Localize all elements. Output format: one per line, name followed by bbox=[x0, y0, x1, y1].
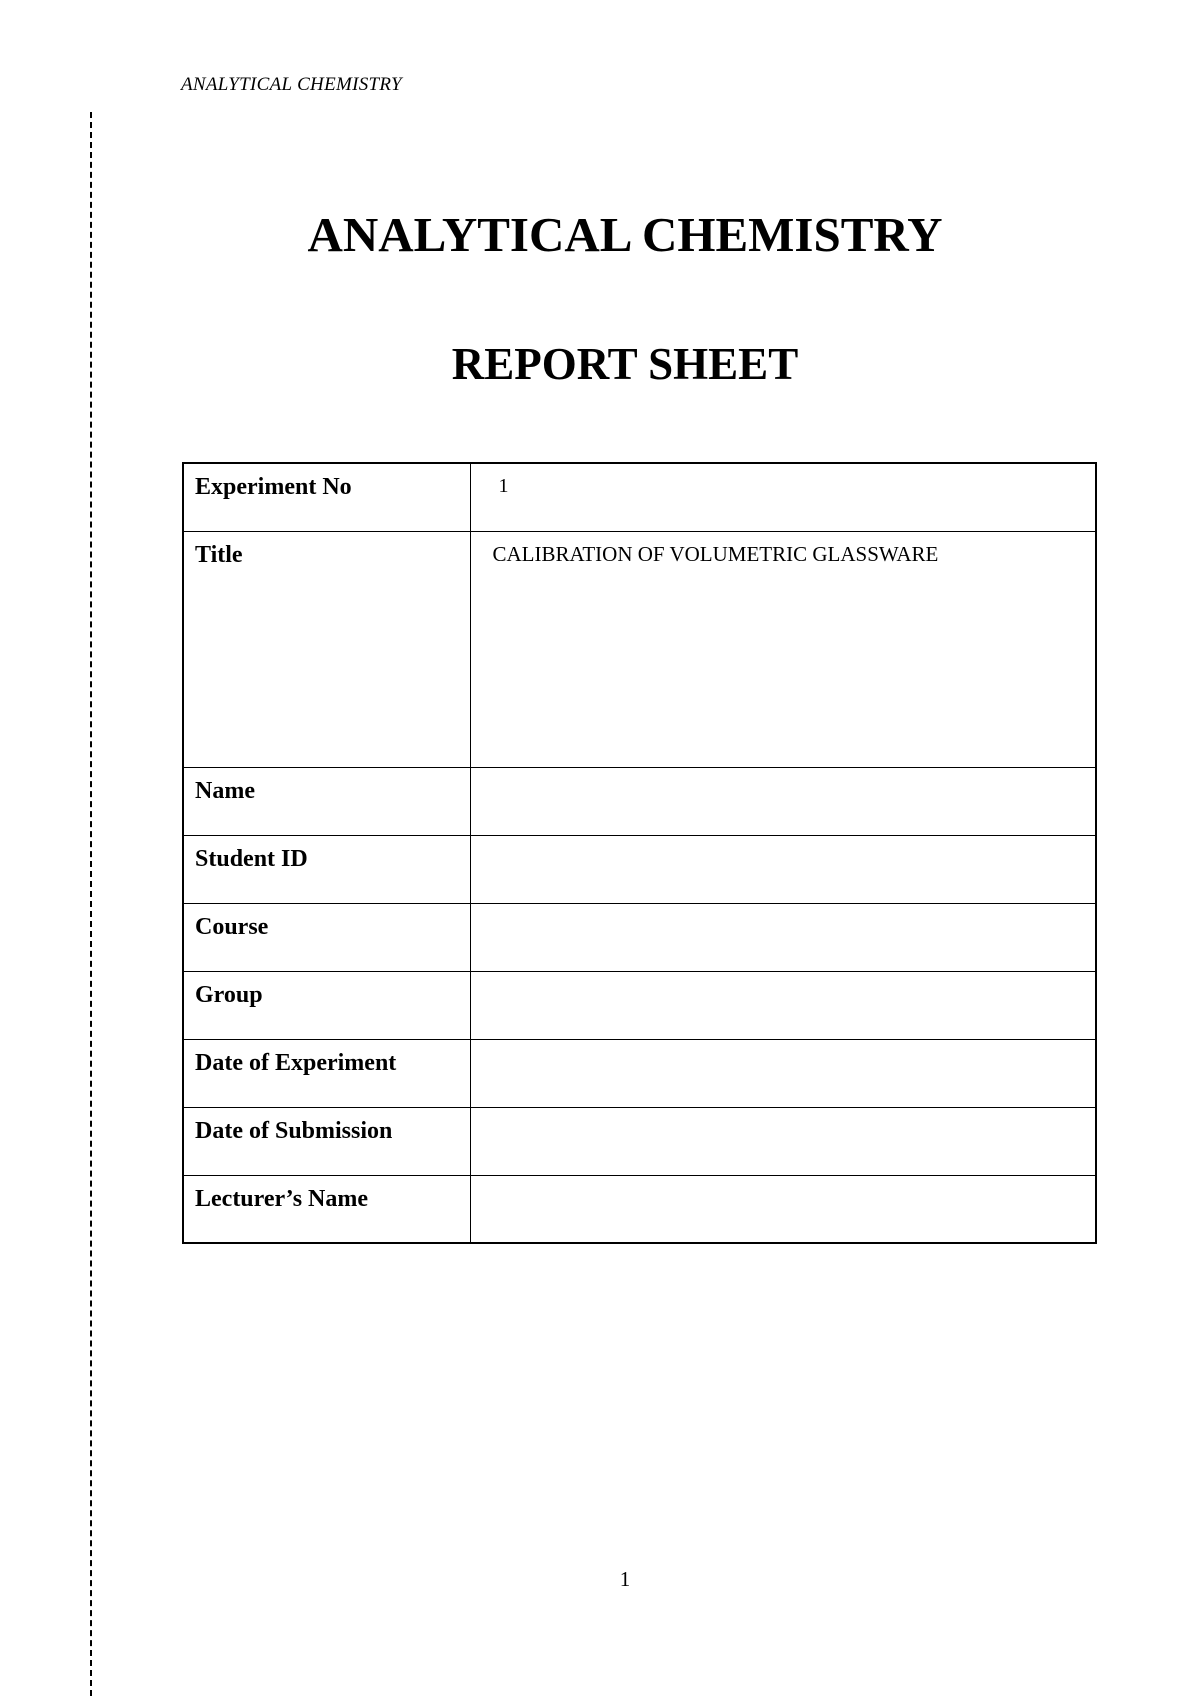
date-of-experiment-label: Date of Experiment bbox=[195, 1049, 397, 1076]
experiment-no-label: Experiment No bbox=[195, 474, 352, 500]
page-number: 1 bbox=[619, 1567, 631, 1591]
form-label-cell bbox=[183, 767, 470, 835]
form-label-cell bbox=[183, 1107, 470, 1175]
form-label-cell bbox=[183, 835, 470, 903]
course-value bbox=[471, 904, 1096, 912]
form-label-cell bbox=[183, 971, 470, 1039]
name-label: Name bbox=[195, 777, 255, 804]
document-title: ANALYTICAL CHEMISTRY bbox=[307, 207, 943, 262]
name-field[interactable] bbox=[470, 767, 1096, 835]
form-row-student-id bbox=[183, 835, 1096, 903]
form-label-cell bbox=[183, 1039, 470, 1107]
course-field[interactable] bbox=[470, 903, 1096, 971]
lecturers-name-value bbox=[471, 1176, 1096, 1184]
lecturers-name-field[interactable] bbox=[470, 1175, 1096, 1243]
form-label-cell bbox=[183, 531, 470, 767]
course-label: Course bbox=[195, 913, 269, 940]
document-subtitle: REPORT SHEET bbox=[451, 339, 799, 389]
form-label-cell bbox=[183, 1175, 470, 1243]
group-value bbox=[471, 972, 1096, 980]
form-row-title bbox=[183, 531, 1096, 767]
student-id-field[interactable] bbox=[470, 835, 1096, 903]
form-row-date-of-experiment bbox=[183, 1039, 1096, 1107]
title-label: Title bbox=[195, 541, 243, 568]
form-label-cell bbox=[183, 463, 470, 531]
form-row-date-of-submission bbox=[183, 1107, 1096, 1175]
running-header: ANALYTICAL CHEMISTRY bbox=[181, 74, 402, 95]
lecturers-name-label: Lecturer’s Name bbox=[195, 1185, 369, 1212]
group-field[interactable] bbox=[470, 971, 1096, 1039]
date-of-submission-field[interactable] bbox=[470, 1107, 1096, 1175]
form-label-cell bbox=[183, 903, 470, 971]
date-of-submission-value bbox=[471, 1108, 1096, 1116]
report-form-table bbox=[182, 462, 1097, 1244]
group-label: Group bbox=[195, 981, 263, 1008]
student-id-label: Student ID bbox=[195, 845, 308, 872]
form-row-group bbox=[183, 971, 1096, 1039]
date-of-submission-label: Date of Submission bbox=[195, 1117, 393, 1144]
form-row-course bbox=[183, 903, 1096, 971]
experiment-no-field[interactable] bbox=[470, 463, 1096, 531]
student-id-value bbox=[471, 836, 1096, 844]
title-field[interactable] bbox=[470, 531, 1096, 767]
experiment-no-value: 1 bbox=[498, 475, 509, 497]
name-value bbox=[471, 768, 1096, 776]
date-of-experiment-value bbox=[471, 1040, 1096, 1048]
form-row-name bbox=[183, 767, 1096, 835]
date-of-experiment-field[interactable] bbox=[470, 1039, 1096, 1107]
form-row-experiment-no bbox=[183, 463, 1096, 531]
form-row-lecturers-name bbox=[183, 1175, 1096, 1243]
title-value: CALIBRATION OF VOLUMETRIC GLASSWARE bbox=[492, 541, 939, 566]
